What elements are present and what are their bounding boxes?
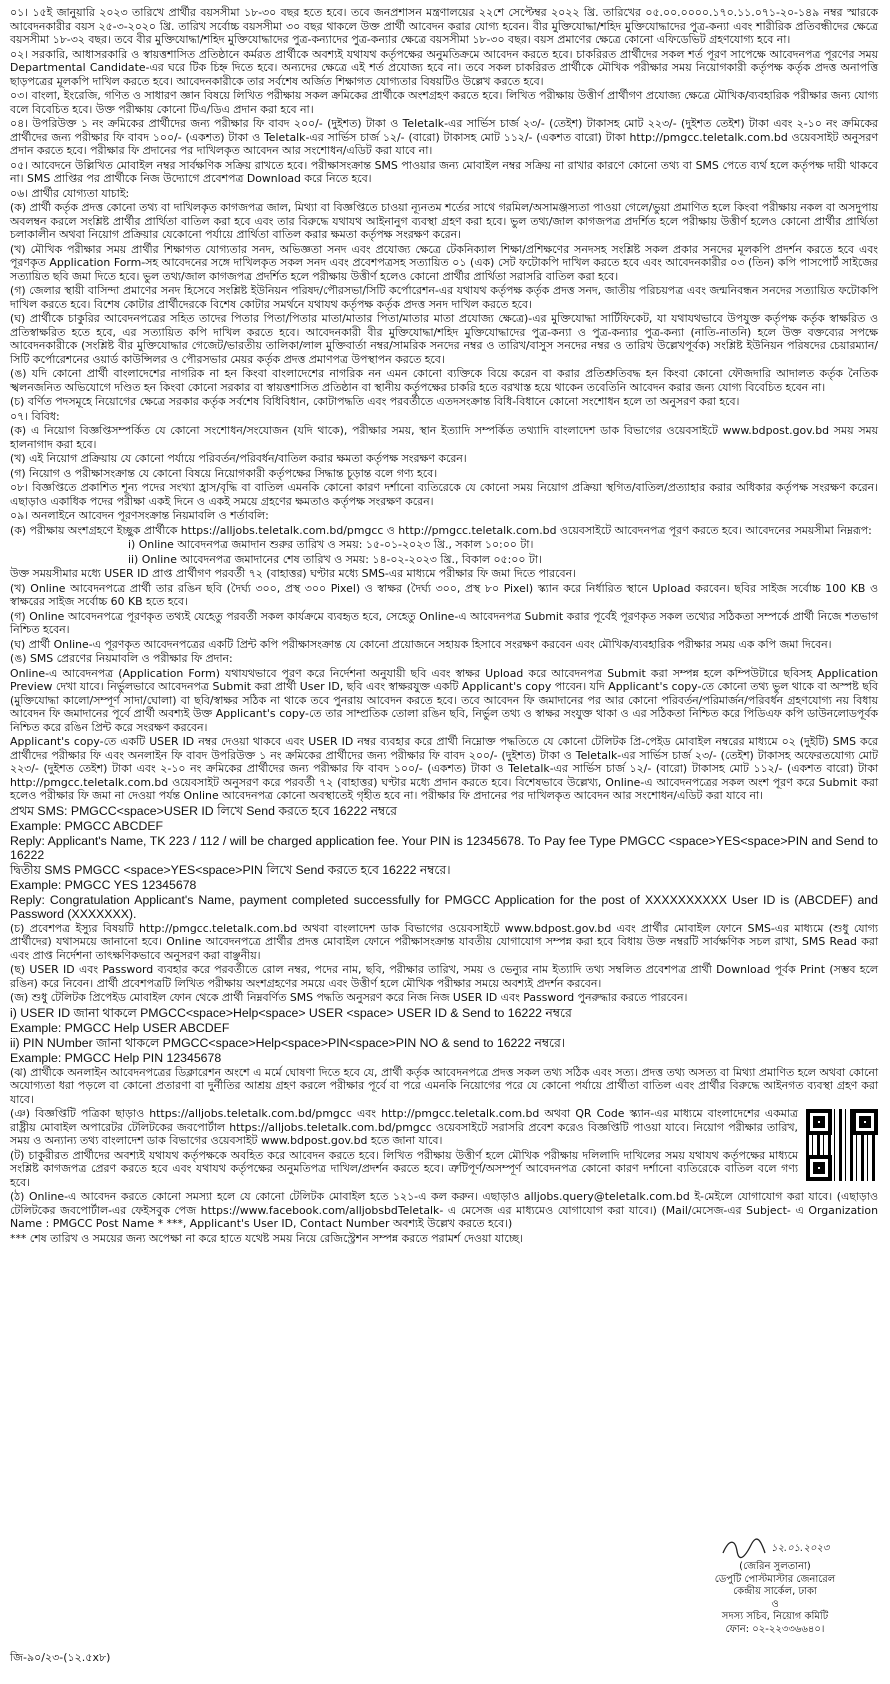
paragraphs-13: (ক) এ নিয়োগ বিজ্ঞপ্তিসম্পর্কিত যে কোনো সংশোধন/সংযোজন (যদি থাকে), পরীক্ষার সময়, স্থান ইত্যাদি সম্পর্কিত তথ্যাদি বাংলাদেশ ডাক বিভাগের ওয়েবসাইটে www.bdpost.gov.bd সময় সময় হালনাগাদ করা হবে। bbox=[10, 424, 878, 451]
paragraphs-35: (ছ) USER ID এবং Password ব্যবহার করে পরবর্তীতে রোল নম্বর, পদের নাম, ছবি, পরীক্ষার তারিখ, সময় ও ভেন্যুর নাম ইত্যাদি তথ্য সম্বলিত প্রবেশপত্র প্রার্থী Download পূর্বক Print (সম্ভব হলে রঙিন) করে নিবেন। প্রার্থী প্রবেশপত্রটি লিখিত পরীক্ষায় অংশগ্রহণের সময়ে এবং উত্তীর্ণ হলে মৌখিক পরীক্ষার সময়ে অবশ্যই প্রদর্শন করবেন। bbox=[10, 963, 878, 990]
paragraphs-12: ০৭। বিবিধ: bbox=[10, 409, 60, 423]
signatory-committee-role: সদস্য সচিব, নিয়োগ কমিটি bbox=[721, 1611, 829, 1622]
paragraphs-10: (ঙ) যদি কোনো প্রার্থী বাংলাদেশের নাগরিক না হন কিংবা বাংলাদেশের নাগরিক নন এমন কোনো ব্যক্তিকে বিয়ে করেন বা করার প্রতিশ্রুতিবদ্ধ হন কিংবা কোনো ফৌজদারি আদালত কর্তৃক নৈতিক স্খলনজনিত অভিযোগে দণ্ডিত হন কিংবা কোনো সরকার বা স্বায়ত্তশাসিত প্রতিষ্ঠান বা স্থানীয় কর্তৃপক্ষের চাকরি হতে বরখাস্ত হয়ে থাকেন তবেতিনি আবেদন করার জন্য যোগ্য বিবেচিত হবেন না। bbox=[10, 367, 878, 394]
paragraphs-18: (ক) পরীক্ষায় অংশগ্রহণে ইচ্ছুক প্রার্থীকে https://alljobs.teletalk.com.bd/pmgcc ও http://pmgcc.teletalk.com.bd ওয়েবসাইটে আবেদনপত্র পূরণ করতে হবে। আবেদনের সময়সীমা নিম্নরূপ: bbox=[10, 523, 872, 537]
paragraphs-25: (ঙ) SMS প্রেরণের নিয়মাবলি ও পরীক্ষার ফি প্রদান: bbox=[10, 652, 233, 665]
paragraphs-21: উক্ত সময়সীমার মধ্যে USER ID প্রাপ্ত প্রার্থীগণ পরবর্তী ৭২ (বাহাত্তর) ঘণ্টার মধ্যে SMS-এর মাধ্যমে পরীক্ষার ফি জমা দিতে পারবেন। bbox=[10, 567, 577, 580]
paragraphs-36: (জ) শুধু টেলিটক প্রিপেইড মোবাইল ফোন থেকে প্রার্থী নিম্নবর্ণিত SMS পদ্ধতি অনুসরণ করে নিজ নিজ USER ID এবং Password পুনরুদ্ধার করতে পারবেন। bbox=[10, 991, 688, 1004]
paragraphs-27: Applicant's copy-তে একটি USER ID নম্বর দেওয়া থাকবে এবং USER ID নম্বর ব্যবহার করে প্রার্থী নিম্নোক্ত পদ্ধতিতে যে কোনো টেলিটক প্রি-পেইড মোবাইল নম্বরের মাধ্যমে ০২ (দুইটি) SMS করে প্রার্থীদের পরীক্ষার ফি এবং অনলাইন ফি বাবদ উপরিউক্ত ১ নং ক্রমিকের প্রার্থীদের জন্য পরীক্ষার ফি বাবদ ২০০/- (দুইশত) টাকা ও Teletalk-এর সার্ভিস চার্জ ২৩/- (তেইশ) টাকাসহ অফেরতযোগ্য মোট ২২৩/- (দুইশত তেইশ) টাকা এবং ২-১০ নং ক্রমিকের প্রার্থীদের জন্য পরীক্ষার ফি বাবদ ১০০/- (একশত) টাকা ও Teletalk-এর সার্ভিস চার্জ ১২/- (বারো) টাকাসহ মোট ১১২/- (একশত বারো) টাকা http://pmgcc.teletalk.com.bd ওয়েবসাইট অনুসরণ করে পরবর্তী ৭২ (বাহাত্তর) ঘণ্টার মধ্যে প্রদান করতে হবে। বিশেষভাবে উল্লেখ্য, Online-এ আবেদনপত্রের সকল অংশ পূরণ করে Submit করা হলেও পরীক্ষার ফি জমা না দেওয়া পর্যন্ত Online আবেদনপত্র কোনো অবস্থাতেই গৃহীত হবে না। পরীক্ষার ফি প্রদানের পর দাখিলকৃত আবেদন আর সংশোধন/এডিট করা যাবে না। bbox=[10, 735, 878, 802]
paragraphs-6: (ক) প্রার্থী কর্তৃক প্রদত্ত কোনো তথ্য বা দাখিলকৃত কাগজপত্র জাল, মিথ্যা বা বিজ্ঞপ্তিতে চাওয়া ন্যূনতম শর্তের সাথে গরমিল/অসামঞ্জস্যতা পাওয়া গেলে/ভুয়া প্রমাণিত হলে কিংবা পরীক্ষায় নকল বা অসদুপায় অবলম্বন করলে সংশ্লিষ্ট প্রার্থীর প্রার্থিতা বাতিল করা হবে এবং তার বিরুদ্ধে যথাযথ আইনানুগ ব্যবস্থা গ্রহণ করা হবে। ভুল তথ্য/জাল কাগজপত্র প্রদর্শিত হলে পরীক্ষায় উত্তীর্ণ হলেও কোনো প্রার্থীর প্রার্থিতা চলাকালীন অথবা নিয়োগ প্রক্রিয়ার যেকোনো পর্যায়ে প্রার্থিতা বাতিল করার ক্ষমতা কর্তৃপক্ষ সংরক্ষণ করেন। bbox=[10, 201, 878, 241]
paragraphs-15: (গ) নিয়োগ ও পরীক্ষাসংক্রান্ত যে কোনো বিষয়ে নিয়োগকারী কর্তৃপক্ষের সিদ্ধান্ত চূড়ান্ত বলে গণ্য হবে। bbox=[10, 466, 438, 480]
paragraphs-34: (চ) প্রবেশপত্র ইস্যুর বিষয়টি http://pmgcc.teletalk.com.bd অথবা বাংলাদেশ ডাক বিভাগের ওয়েবসাইটে www.bdpost.gov.bd এবং প্রার্থীর মোবাইল ফোনে SMS-এর মাধ্যমে (শুধু যোগ্য প্রার্থীদের) যথাসময়ে জানানো হবে। Online আবেদনপত্রে প্রার্থীর প্রদত্ত মোবাইল ফোনে পরীক্ষাসংক্রান্ত যাবতীয় যোগাযোগ সম্পন্ন করা হবে বিধায় উক্ত নম্বরটি সার্বক্ষণিক সচল রাখা, SMS Read করা এবং প্রাপ্ত নির্দেশনা তাৎক্ষণিকভাবে অনুসরণ করা বাঞ্ছনীয়। bbox=[10, 921, 878, 962]
paragraphs-11: (চ) বর্ণিত পদসমূহে নিয়োগের ক্ষেত্রে সরকার কর্তৃক সর্বশেষ বিধিবিধান, কোটাপদ্ধতি এবং পরবর্তীতে এতদসংক্রান্ত বিধি-বিধানে কোনো সংশোধন হলে তা অনুসরণ করা হবে। bbox=[10, 395, 740, 408]
paragraphs-28: প্রথম SMS: PMGCC<space>USER ID লিখে Send করতে হবে 16222 নম্বরে bbox=[10, 803, 397, 818]
paragraphs-1: ০২। সরকারি, আধাসরকারি ও স্বায়ত্তশাসিত প্রতিষ্ঠানে কর্মরত প্রার্থীকে অবশ্যই যথাযথ কর্তৃপক্ষের অনুমতিক্রমে আবেদন করতে হবে। চাকরিরত প্রার্থীদের সকল শর্ত পূরণ সাপেক্ষে আবেদনপত্র পূরণের সময় Departmental Candidate-এর ঘরে টিক চিহ্ন দিতে হবে। অন্যদের ক্ষেত্রে এই শর্ত প্রযোজ্য হবে না। তবে সকল চাকরিরত প্রার্থীকে মৌখিক পরীক্ষার সময় নিয়োগকারী কর্তৃপক্ষ কর্তৃক প্রদত্ত অনাপত্তি ছাড়পত্রের মূলকপি দাখিল করতে হবে। আবেদনকারীকে তার সর্বশেষ অর্জিত শিক্ষাগত যোগ্যতার বিষয়টিও উল্লেখ করতে হবে। bbox=[10, 47, 878, 88]
paragraphs-40: Example: PMGCC Help PIN 12345678 bbox=[10, 1050, 222, 1065]
qr-section bbox=[10, 1107, 878, 1190]
paragraphs-32: Example: PMGCC YES 12345678 bbox=[10, 877, 197, 892]
paragraphs-24: (ঘ) প্রার্থী Online-এ পূরণকৃত আবেদনপত্রের একটি প্রিন্ট কপি পরীক্ষাসংক্রান্ত যে কোনো প্রয়োজনে সহায়ক হিসাবে সংরক্ষণ করবেন এবং মৌখিক/ব্যবহারিক পরীক্ষার সময় এক কপি জমা দিবেন। bbox=[10, 637, 832, 651]
paragraphs-33: Reply: Congratulation Applicant's Name, payment completed successfully for PMGCC Application for the post of XXXXXXXXXX User ID is (ABCDEF) and Password (XXXXXXX). bbox=[10, 892, 878, 921]
paragraphs-20: ii) Online আবেদনপত্র জমাদানের শেষ তারিখ ও সময়: ১৪-০২-২০২৩ খ্রি., বিকাল ০৫:০০ টা। bbox=[128, 552, 542, 566]
paragraphs-0: ০১। ১৫ই জানুয়ারি ২০২৩ তারিখে প্রার্থীর বয়সসীমা ১৮-৩০ বছর হতে হবে। তবে জনপ্রশাসন মন্ত্রণালয়ের ২২শে সেপ্টেম্বর ২০২২ খ্রি. তারিখের ০৫.০০.০০০০.১৭০.১১.০৭১-২০-১৪৯ নম্বর স্মারকে আবেদনকারীর বয়স ২৫-৩-২০২০ খ্রি. তারিখ সর্বোচ্চ বয়সসীমা ৩০ বছর থাকলে উক্ত প্রার্থী আবেদন করার যোগ্য হবেন। বীর মুক্তিযোদ্ধা/শহিদ মুক্তিযোদ্ধাদের পুত্র-কন্যা এবং শারীরিক প্রতিবন্ধীদের ক্ষেত্রে বয়সসীমা ১৮-৩২ বছর। তবে বীর মুক্তিযোদ্ধা/শহিদ মুক্তিযোদ্ধাদের পুত্র-কন্যাদের পুত্র-কন্যার ক্ষেত্রে বয়সসীমা ১৮-৩০ বছর। বয়স প্রমাণের ক্ষেত্রে কোনো এফিডেভিট গ্রহণযোগ্য হবে না। bbox=[10, 6, 878, 46]
handwritten-signature bbox=[715, 1535, 835, 1561]
qr-paragraphs-0: (ঞ) বিজ্ঞপ্তিটি পত্রিকা ছাড়াও https://alljobs.teletalk.com.bd/pmgcc এবং http://pmgcc.teletalk.com.bd অথবা QR Code স্ক্যান-এর মাধ্যমে বাংলাদেশের একমাত্র রাষ্ট্রীয় মোবাইল অপারেটর টেলিটকের জবপোর্টাল https://alljobs.teletalk.com.bd/pmgcc ওয়েবসাইটে সরাসরি প্রবেশ করেও বিজ্ঞপ্তিটি পাওয়া যাবে। নিয়োগ পরীক্ষার তারিখ, সময় ও অন্যান্য তথ্য বাংলাদেশ ডাক বিভাগের ওয়েবসাইট www.bdpost.gov.bd হতে জানা যাবে। bbox=[10, 1107, 799, 1147]
paragraphs-38: Example: PMGCC Help USER ABCDEF bbox=[10, 1020, 230, 1035]
paragraphs-17: ০৯। অনলাইনে আবেদন পূরণসংক্রান্ত নিয়মাবলি ও শর্তাবলি: bbox=[10, 509, 269, 522]
signatory-conjunction: ও bbox=[771, 1598, 779, 1610]
paragraphs-37: i) USER ID জানা থাকলে PMGCC<space>Help<space> USER <space> USER ID & Send to 16222 নম্বরে bbox=[10, 1005, 572, 1020]
paragraphs-9: (ঘ) প্রার্থীকে চাকুরির আবেদনপত্রের সহিত তাদের পিতার পিতা/পিতার মাতা/মাতার পিতা/মাতার মাতা প্রযোজ্য ক্ষেত্রে)-এর মুক্তিযোদ্ধা সার্টিফিকেট, যা যথাযথভাবে উপযুক্ত কর্তৃপক্ষ কর্তৃক স্বাক্ষরিত ও প্রতিস্বাক্ষরিত হতে হবে, এর সত্যায়িত কপি দাখিল করতে হবে। আবেদনকারী বীর মুক্তিযোদ্ধা/শহিদ মুক্তিযোদ্ধাদের পুত্র-কন্যা ও পুত্র-কন্যার পুত্র-কন্যা (নাতি-নাতনি) হলে উক্ত বক্তব্যের সপক্ষে আবেদনকারীকে (সংশ্লিষ্ট বীর মুক্তিযোদ্ধার গেজেট/ভারতীয় তালিকা/লাল মুক্তিবার্তা নম্বর/সামরিক সনদের নম্বর ও তারিখ/বাসুস সনদের নম্বর ও তারিখ উল্লেখপূর্বক) সংশ্লিষ্ট ইউনিয়ন পরিষদের চেয়ারম্যান/সিটি কর্পোরেশনের ওয়ার্ড কাউন্সিলর ও পৌরসভার মেয়র কর্তৃক প্রদত্ত প্রমাণপত্র উপস্থাপন করতে হবে। bbox=[10, 312, 878, 366]
paragraphs-16: ০৮। বিজ্ঞপ্তিতে প্রকাশিত শূন্য পদের সংখ্যা হ্রাস/বৃদ্ধি বা বাতিল এমনকি কোনো কারণ দর্শানো ব্যতিরেকে যে কোনো সময় নিয়োগ প্রক্রিয়া স্থগিত/বাতিল/প্রত্যাহার করার অধিকার কর্তৃপক্ষ সংরক্ষণ করেন। এছাড়াও একাধিক পদের পরীক্ষা একই দিনে ও একই সময়ে গ্রহণের ক্ষমতাও কর্তৃপক্ষ সংরক্ষণ করেন। bbox=[10, 481, 878, 508]
paragraphs-4: ০৫। আবেদনে উল্লিখিত মোবাইল নম্বর সার্বক্ষণিক সক্রিয় রাখতে হবে। পরীক্ষাসংক্রান্ত SMS পাওয়ার জন্য মোবাইল নম্বর সক্রিয় না রাখার কারণে কোনো তথ্য বা SMS পেতে ব্যর্থ হলে কর্তৃপক্ষ দায়ী থাকবে না। SMS প্রাপ্তির পর প্রার্থীকে নিজ উদ্যোগে প্রবেশপত্র Download করে নিতে হবে। bbox=[10, 158, 878, 185]
signature-block bbox=[700, 1535, 850, 1636]
paragraphs-23: (গ) Online আবেদনপত্রে পূরণকৃত তথ্যই যেহেতু পরবর্তী সকল কার্যক্রমে ব্যবহৃত হবে, সেহেতু Online-এ আবেদনপত্র Submit করার পূর্বেই পূরণকৃত সকল তথ্যের সঠিকতা সম্পর্কে প্রার্থী নিজে শতভাগ নিশ্চিত হবেন। bbox=[10, 609, 878, 636]
qr-code-image[interactable] bbox=[806, 1109, 878, 1181]
contact-section bbox=[10, 1190, 878, 1245]
paragraphs-19: i) Online আবেদনপত্র জমাদান শুরুর তারিখ ও সময়: ১৫-০১-২০২৩ খ্রি., সকাল ১০:০০ টা। bbox=[128, 538, 534, 551]
paragraphs-30: Reply: Applicant's Name, TK 223 / 112 / will be charged application fee. Your PIN is 12345678. To Pay fee Type PMGCC <space>YES<space>PIN and Send to 16222 bbox=[10, 833, 878, 862]
signatory-phone: ফোন: ০২-২২৩৩৬৬৪০। bbox=[725, 1623, 825, 1635]
paragraphs-14: (খ) এই নিয়োগ প্রক্রিয়ায় যে কোনো পর্যায়ে পরিবর্তন/পরিবর্ধন/বাতিল করার ক্ষমতা কর্তৃপক্ষ সংরক্ষণ করেন। bbox=[10, 452, 467, 465]
circular-body bbox=[10, 6, 878, 1106]
signature-date: ১২.০১.২০২৩ bbox=[771, 1543, 830, 1554]
paragraphs-8: (গ) জেলার স্থায়ী বাসিন্দা প্রমাণের সনদ হিসেবে সংশ্লিষ্ট ইউনিয়ন পরিষদ/পৌরসভা/সিটি কর্পোরেশন-এর যথাযথ কর্তৃপক্ষ কর্তৃক প্রদত্ত সনদ, জাতীয় পরিচয়পত্র এবং জন্মনিবন্ধন সনদের সত্যায়িত ফটোকপি দাখিল করতে হবে। বিশেষ কোটার প্রার্থীদেরকে বিশেষ কোটার সমর্থনে যথাযথ কর্তৃপক্ষ কর্তৃক প্রদত্ত সনদ দাখিল করতে হবে। bbox=[10, 284, 878, 311]
paragraphs-3: ০৪। উপরিউক্ত ১ নং ক্রমিকের প্রার্থীদের জন্য পরীক্ষার ফি বাবদ ২০০/- (দুইশত) টাকা ও Teletalk-এর সার্ভিস চার্জ ২৩/- (তেইশ) টাকাসহ মোট ২২৩/- (দুইশত তেইশ) টাকা এবং ২-১০ নং ক্রমিকের প্রার্থীদের জন্য পরীক্ষার ফি বাবদ ১০০/- (একশত) টাকা ও Teletalk-এর সার্ভিস চার্জ ১২/- (বারো) টাকাসহ মোট ১১২/- (একশত বারো) টাকা http://pmgcc.teletalk.com.bd ওয়েবসাইট অনুসরণ প্রদান করতে হবে। পরীক্ষার ফি প্রদানের পর দাখিলকৃত আবেদন আর সংশোধন/এডিট করা যাবে না। bbox=[10, 117, 878, 157]
signatory-office: কেন্দ্রীয় সার্কেল, ঢাকা bbox=[733, 1586, 817, 1597]
paragraphs-26: Online-এ আবেদনপত্র (Application Form) যথাযথভাবে পূরণ করে নির্দেশনা অনুযায়ী ছবি এবং স্বাক্ষর Upload করে আবেদনপত্র Submit করা সম্পন্ন হলে কম্পিউটারে ছবিসহ Application Preview দেখা যাবে। নির্ভুলভাবে আবেদনপত্র Submit করা প্রার্থী User ID, ছবি এবং স্বাক্ষরযুক্ত একটি Applicant's copy পাবেন। যদি Applicant's copy-তে কোনো তথ্য ভুল থাকে বা অস্পষ্ট ছবি (মুক্তিযোদ্ধা কালো/সম্পূর্ণ সাদা/ঘোলা) বা ছবি/স্বাক্ষর সঠিক না থাকে তবে পুনরায় আবেদন করতে হবে। তবে আবেদন ফি জমাদানের পর আর কোনো পরিবর্তন/পরিমার্জন/পরিবর্ধন গ্রহণযোগ্য নয় বিধায় আবেদন ফি জমাদানের পূর্বে প্রার্থী অবশ্যই উক্ত Applicant's copy-তে তার সাম্প্রতিক তোলা রঙিন ছবি, নির্ভুল তথ্য ও স্বাক্ষর সংযুক্ত থাকা ও এর সঠিকতা নিশ্চিত করে পিডিএফ কপি ডাউনলোডপূর্বক নিশ্চিত করে রঙিন প্রিন্ট করে সংরক্ষণ করবেন। bbox=[10, 666, 878, 734]
signatory-designation: ডেপুটি পোস্টমাস্টার জেনারেল bbox=[714, 1573, 836, 1585]
paragraphs-5: ০৬। প্রার্থীর যোগ্যতা যাচাই: bbox=[10, 186, 130, 200]
signatory-name: (জেরিন সুলতানা) bbox=[739, 1561, 811, 1572]
paragraphs-2: ০৩। বাংলা, ইংরেজি, গণিত ও সাধারণ জ্ঞান বিষয়ে লিখিত পরীক্ষায় সকল ক্রমিকের প্রার্থীকে অংশগ্রহণ করতে হবে। লিখিত পরীক্ষায় উত্তীর্ণ প্রার্থীগণ প্রযোজ্য ক্ষেত্রে মৌখিক/ব্যবহারিক পরীক্ষার জন্য যোগ্য বলে বিবেচিত হবে। উক্ত পরীক্ষায় কোনো টিএ/ডিএ প্রদান করা হবে না। bbox=[10, 89, 878, 116]
qr-paragraphs-1: (ট) চাকুরীরত প্রার্থীদের অবশ্যই যথাযথ কর্তৃপক্ষকে অবহিত করে আবেদন করতে হবে। লিখিত পরীক্ষায় উত্তীর্ণ হলে মৌখিক পরীক্ষায় দলিলাদি দাখিলের সময় যথাযথ কর্তৃপক্ষের মাধ্যমে সংশ্লিষ্ট কাগজপত্র প্রেরণ করতে হবে এবং যথাযথ কর্তৃপক্ষের অনুমতিপত্র দাখিল/প্রদর্শন করতে হবে। ত্রুটিপূর্ণ/অসম্পূর্ণ আবেদনপত্র কোনো কারণ দর্শানো ব্যতিরেকে বাতিল বলে গণ্য হবে। bbox=[10, 1148, 798, 1189]
reference-code: জি-৯০/২৩-(১২.৫x৮) bbox=[10, 1651, 111, 1664]
paragraphs-41: (ঝ) প্রার্থীকে অনলাইন আবেদনপত্রের ডিক্লারেশন অংশে এ মর্মে ঘোষণা দিতে হবে যে, প্রার্থী কর্তৃক আবেদনপত্রে প্রদত্ত সকল তথ্য সঠিক এবং সত্য। প্রদত্ত তথ্য অসত্য বা মিথ্যা প্রমাণিত হলে অথবা কোনো অযোগ্যতা ধরা পড়লে বা কোনো প্রতারণা বা দুর্নীতির আশ্রয় গ্রহণ করলে পরীক্ষার পূর্বে বা পরে এমনকি নিয়োগের পরে যে কোনো পর্যায়ে প্রার্থীতা বাতিল এবং প্রার্থীর বিরুদ্ধে আইনগত ব্যবস্থা গ্রহণ করা যাবে। bbox=[10, 1065, 878, 1106]
paragraphs-7: (খ) মৌখিক পরীক্ষার সময় প্রার্থীর শিক্ষাগত যোগ্যতার সনদ, অভিজ্ঞতা সনদ এবং প্রযোজ্য ক্ষেত্রে টেকনিক্যাল শিক্ষা/প্রশিক্ষণের সনদসহ সংশ্লিষ্ট সকল প্রকার সনদের মূলকপি প্রদর্শন করতে হবে এবং পূরণকৃত Application Form-সহ আবেদনের সঙ্গে দাখিলকৃত সকল সনদ এবং প্রবেশপত্রসহ সত্যায়িত ০১ (এক) সেট ফটোকপি দাখিল করতে হবে এবং আবেদনকারীর ০৩ (তিন) কপি পাসপোর্ট সাইজের সত্যায়িত ছবি জমা দিতে হবে। ভুল তথ্য/জাল কাগজপত্র প্রদর্শিত হলে পরীক্ষায় উত্তীর্ণ হলেও কোনো প্রার্থীর প্রার্থিতা সরাসরি বাতিল করা হবে। bbox=[10, 242, 878, 283]
after-qr-paragraphs-0: (ঠ) Online-এ আবেদন করতে কোনো সমস্যা হলে যে কোনো টেলিটক মোবাইল হতে ১২১-এ কল করুন। এছাড়াও alljobs.query@teletalk.com.bd ই-মেইলে যোগাযোগ করা যাবে। (এছাড়াও টেলিটকের জবপোর্টাল-এর ফেইসবুক পেজ https://www.facebook.com/alljobsbdTeletalk- এ মেসেজ এর মাধ্যমেও যোগাযোগ করা যাবে।) (Mail/মেসেজ-এর Subject- এ Organization Name : PMGCC Post Name * ***, Applicant's User ID, Contact Number অবশ্যই উল্লেখ করতে হবে।) bbox=[10, 1190, 878, 1230]
qr-text-block bbox=[10, 1107, 798, 1190]
paragraphs-31: দ্বিতীয় SMS PMGCC <space>YES<space>PIN লিখে Send করতে হবে 16222 নম্বরে। bbox=[10, 862, 451, 877]
after-qr-paragraphs-1: *** শেষ তারিখ ও সময়ের জন্য অপেক্ষা না করে হাতে যথেষ্ট সময় নিয়ে রেজিস্ট্রেশন সম্পন্ন করতে পরামর্শ দেওয়া যাচ্ছে। bbox=[10, 1231, 523, 1245]
paragraphs-39: ii) PIN NUmber জানা থাকলে PMGCC<space>Help<space>PIN<space>PIN NO & send to 16222 নম্বরে। bbox=[10, 1035, 566, 1050]
paragraphs-22: (খ) Online আবেদনপত্রে প্রার্থী তার রঙিন ছবি (দৈর্ঘ্য ৩০০, প্রস্থ ৩০০ Pixel) ও স্বাক্ষর (দৈর্ঘ্য ৩০০, প্রস্থ ৮০ Pixel) স্ক্যান করে নির্ধারিত স্থানে Upload করবেন। ছবির সাইজ সর্বোচ্চ 100 KB ও স্বাক্ষরের সাইজ সর্বোচ্চ 60 KB হতে হবে। bbox=[10, 581, 878, 608]
paragraphs-29: Example: PMGCC ABCDEF bbox=[10, 818, 164, 833]
